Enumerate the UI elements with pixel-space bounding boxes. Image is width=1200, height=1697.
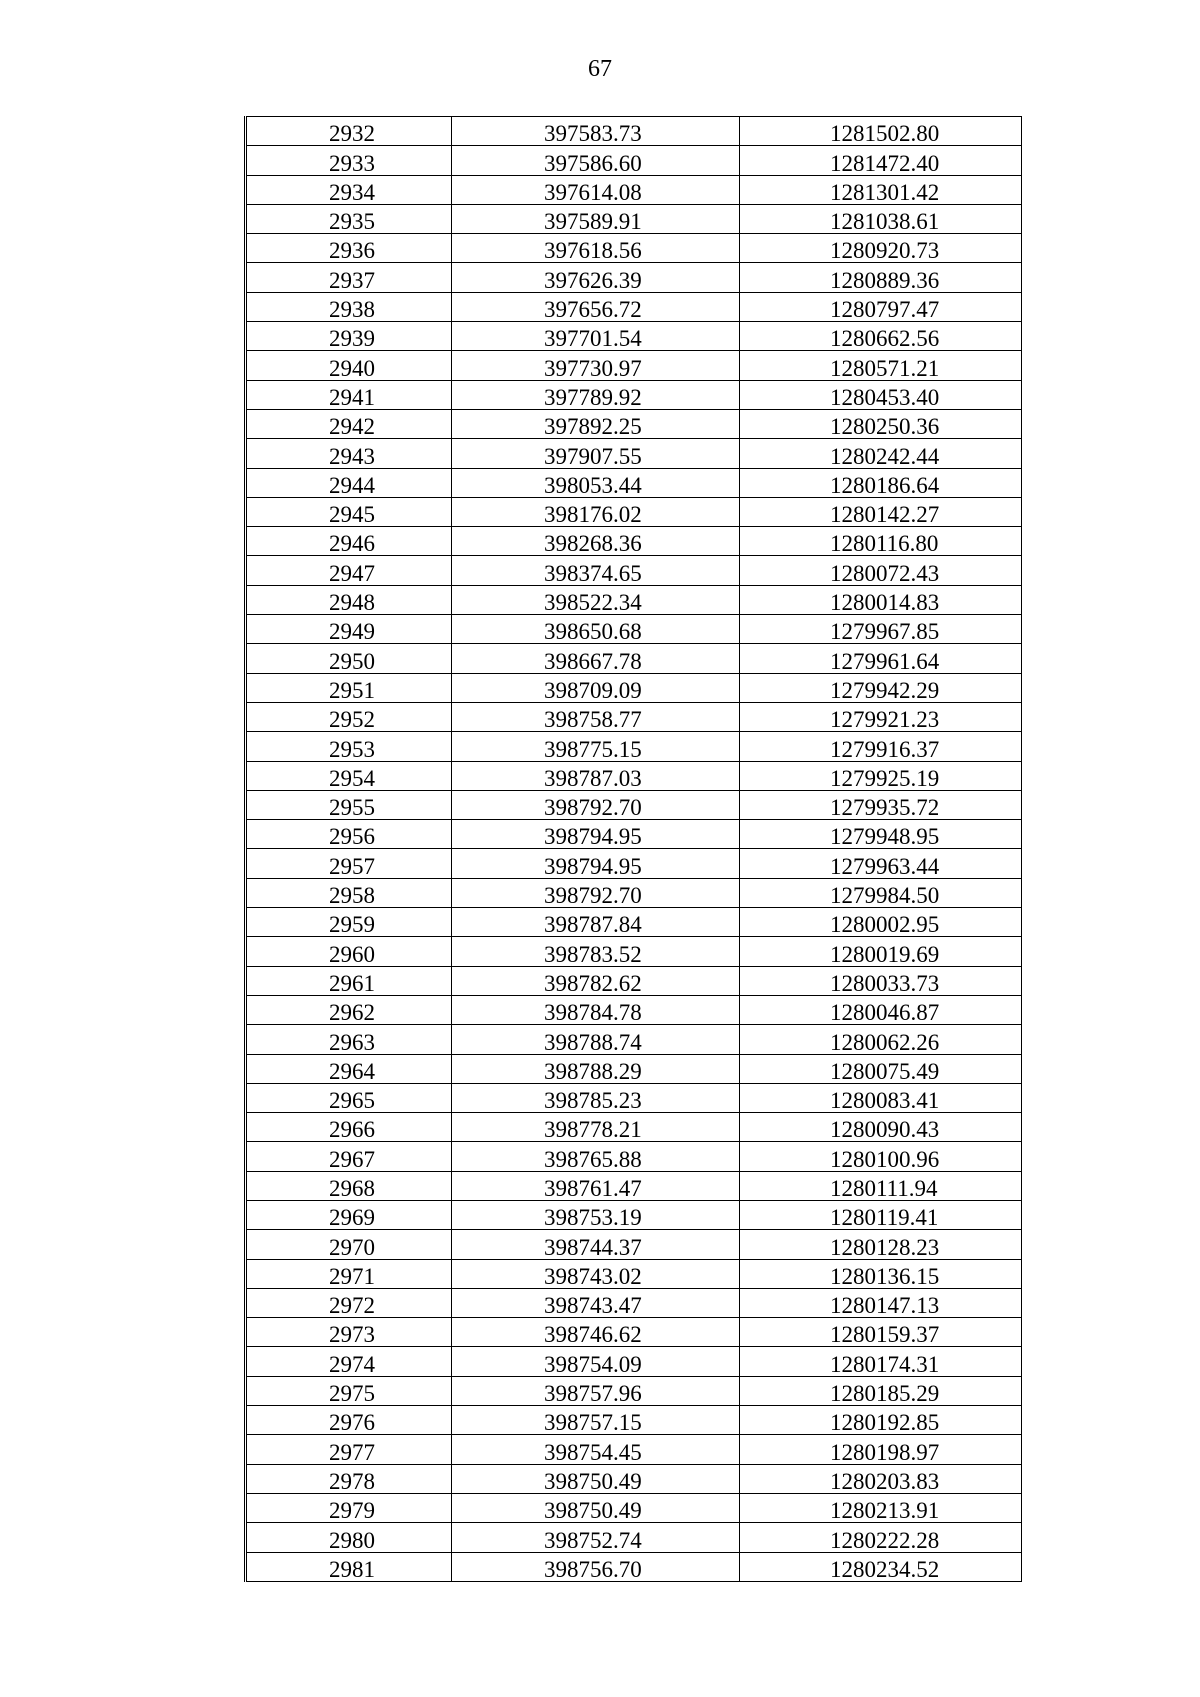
point-number-cell: 2970 (246, 1230, 452, 1259)
point-number-cell: 2948 (246, 585, 452, 614)
x-coordinate-cell: 398053.44 (452, 468, 740, 497)
table-row (246, 644, 1022, 673)
y-coordinate-cell: 1280203.83 (740, 1464, 1022, 1493)
y-coordinate-cell: 1279961.64 (740, 644, 1022, 673)
point-number-cell: 2932 (246, 117, 452, 146)
x-coordinate-cell: 398750.49 (452, 1493, 740, 1522)
point-number-cell: 2939 (246, 322, 452, 351)
table-row (246, 966, 1022, 995)
point-number-cell: 2953 (246, 732, 452, 761)
x-coordinate-cell: 398788.29 (452, 1054, 740, 1083)
y-coordinate-cell: 1280100.96 (740, 1142, 1022, 1171)
table-row (246, 1083, 1022, 1112)
table-row (246, 1288, 1022, 1317)
y-coordinate-cell: 1279967.85 (740, 615, 1022, 644)
x-coordinate-cell: 398709.09 (452, 673, 740, 702)
table-row (246, 1493, 1022, 1522)
table-row (246, 409, 1022, 438)
table-row (246, 263, 1022, 292)
table-row (246, 1054, 1022, 1083)
table-row (246, 1200, 1022, 1229)
x-coordinate-cell: 398794.95 (452, 849, 740, 878)
table-row (246, 937, 1022, 966)
point-number-cell: 2940 (246, 351, 452, 380)
y-coordinate-cell: 1280072.43 (740, 556, 1022, 585)
table-row (246, 1347, 1022, 1376)
x-coordinate-cell: 398783.52 (452, 937, 740, 966)
y-coordinate-cell: 1280213.91 (740, 1493, 1022, 1522)
y-coordinate-cell: 1280453.40 (740, 380, 1022, 409)
table-row (246, 849, 1022, 878)
y-coordinate-cell: 1281472.40 (740, 146, 1022, 175)
table-row (246, 527, 1022, 556)
x-coordinate-cell: 398788.74 (452, 1025, 740, 1054)
table-row (246, 1113, 1022, 1142)
point-number-cell: 2968 (246, 1171, 452, 1200)
table-row (246, 1552, 1022, 1581)
point-number-cell: 2947 (246, 556, 452, 585)
y-coordinate-cell: 1279948.95 (740, 820, 1022, 849)
table-row (246, 1406, 1022, 1435)
x-coordinate-cell: 398765.88 (452, 1142, 740, 1171)
point-number-cell: 2950 (246, 644, 452, 673)
x-coordinate-cell: 398778.21 (452, 1113, 740, 1142)
x-coordinate-cell: 398753.19 (452, 1200, 740, 1229)
y-coordinate-cell: 1280033.73 (740, 966, 1022, 995)
x-coordinate-cell: 398785.23 (452, 1083, 740, 1112)
point-number-cell: 2965 (246, 1083, 452, 1112)
y-coordinate-cell: 1279963.44 (740, 849, 1022, 878)
point-number-cell: 2959 (246, 908, 452, 937)
y-coordinate-cell: 1280198.97 (740, 1435, 1022, 1464)
x-coordinate-cell: 397583.73 (452, 117, 740, 146)
coordinate-table-body (246, 117, 1022, 1582)
y-coordinate-cell: 1279916.37 (740, 732, 1022, 761)
point-number-cell: 2941 (246, 380, 452, 409)
point-number-cell: 2962 (246, 995, 452, 1024)
x-coordinate-cell: 398752.74 (452, 1523, 740, 1552)
y-coordinate-cell: 1280111.94 (740, 1171, 1022, 1200)
table-row (246, 556, 1022, 585)
y-coordinate-cell: 1280128.23 (740, 1230, 1022, 1259)
table-row (246, 673, 1022, 702)
table-row (246, 585, 1022, 614)
x-coordinate-cell: 398176.02 (452, 497, 740, 526)
table-row (246, 1318, 1022, 1347)
point-number-cell: 2937 (246, 263, 452, 292)
point-number-cell: 2951 (246, 673, 452, 702)
x-coordinate-cell: 398792.70 (452, 878, 740, 907)
x-coordinate-cell: 398775.15 (452, 732, 740, 761)
table-row (246, 702, 1022, 731)
table-row (246, 292, 1022, 321)
y-coordinate-cell: 1280250.36 (740, 409, 1022, 438)
table-row (246, 1025, 1022, 1054)
y-coordinate-cell: 1280185.29 (740, 1376, 1022, 1405)
point-number-cell: 2952 (246, 702, 452, 731)
point-number-cell: 2955 (246, 790, 452, 819)
x-coordinate-cell: 397626.39 (452, 263, 740, 292)
table-row (246, 439, 1022, 468)
y-coordinate-cell: 1280014.83 (740, 585, 1022, 614)
point-number-cell: 2943 (246, 439, 452, 468)
y-coordinate-cell: 1281502.80 (740, 117, 1022, 146)
table-row (246, 468, 1022, 497)
table-row (246, 761, 1022, 790)
x-coordinate-cell: 397907.55 (452, 439, 740, 468)
point-number-cell: 2980 (246, 1523, 452, 1552)
table-row (246, 820, 1022, 849)
table-row (246, 790, 1022, 819)
point-number-cell: 2958 (246, 878, 452, 907)
y-coordinate-cell: 1280234.52 (740, 1552, 1022, 1581)
point-number-cell: 2938 (246, 292, 452, 321)
x-coordinate-cell: 397656.72 (452, 292, 740, 321)
y-coordinate-cell: 1279935.72 (740, 790, 1022, 819)
table-row (246, 175, 1022, 204)
table-row (246, 1435, 1022, 1464)
coordinate-table (244, 116, 1022, 1582)
x-coordinate-cell: 398756.70 (452, 1552, 740, 1581)
y-coordinate-cell: 1280046.87 (740, 995, 1022, 1024)
point-number-cell: 2964 (246, 1054, 452, 1083)
x-coordinate-cell: 398754.45 (452, 1435, 740, 1464)
y-coordinate-cell: 1280075.49 (740, 1054, 1022, 1083)
point-number-cell: 2973 (246, 1318, 452, 1347)
point-number-cell: 2967 (246, 1142, 452, 1171)
point-number-cell: 2934 (246, 175, 452, 204)
table-row (246, 322, 1022, 351)
point-number-cell: 2978 (246, 1464, 452, 1493)
table-row (246, 1259, 1022, 1288)
y-coordinate-cell: 1280062.26 (740, 1025, 1022, 1054)
point-number-cell: 2975 (246, 1376, 452, 1405)
point-number-cell: 2946 (246, 527, 452, 556)
x-coordinate-cell: 398761.47 (452, 1171, 740, 1200)
table-row (246, 732, 1022, 761)
point-number-cell: 2936 (246, 234, 452, 263)
x-coordinate-cell: 397586.60 (452, 146, 740, 175)
y-coordinate-cell: 1280159.37 (740, 1318, 1022, 1347)
y-coordinate-cell: 1280192.85 (740, 1406, 1022, 1435)
table-row (246, 351, 1022, 380)
point-number-cell: 2954 (246, 761, 452, 790)
y-coordinate-cell: 1280174.31 (740, 1347, 1022, 1376)
x-coordinate-cell: 398743.02 (452, 1259, 740, 1288)
y-coordinate-cell: 1280136.15 (740, 1259, 1022, 1288)
x-coordinate-cell: 398374.65 (452, 556, 740, 585)
x-coordinate-cell: 398268.36 (452, 527, 740, 556)
y-coordinate-cell: 1281038.61 (740, 204, 1022, 233)
table-row (246, 878, 1022, 907)
y-coordinate-cell: 1280797.47 (740, 292, 1022, 321)
y-coordinate-cell: 1280116.80 (740, 527, 1022, 556)
table-row (246, 908, 1022, 937)
x-coordinate-cell: 398750.49 (452, 1464, 740, 1493)
point-number-cell: 2969 (246, 1200, 452, 1229)
y-coordinate-cell: 1280147.13 (740, 1288, 1022, 1317)
x-coordinate-cell: 398794.95 (452, 820, 740, 849)
y-coordinate-cell: 1280242.44 (740, 439, 1022, 468)
point-number-cell: 2976 (246, 1406, 452, 1435)
y-coordinate-cell: 1280571.21 (740, 351, 1022, 380)
table-row (246, 1523, 1022, 1552)
y-coordinate-cell: 1280889.36 (740, 263, 1022, 292)
table-row (246, 146, 1022, 175)
table-row (246, 380, 1022, 409)
x-coordinate-cell: 398787.03 (452, 761, 740, 790)
x-coordinate-cell: 398757.96 (452, 1376, 740, 1405)
x-coordinate-cell: 398743.47 (452, 1288, 740, 1317)
y-coordinate-cell: 1280142.27 (740, 497, 1022, 526)
y-coordinate-cell: 1279942.29 (740, 673, 1022, 702)
table-row (246, 497, 1022, 526)
point-number-cell: 2935 (246, 204, 452, 233)
point-number-cell: 2949 (246, 615, 452, 644)
x-coordinate-cell: 398650.68 (452, 615, 740, 644)
table-row (246, 117, 1022, 146)
table-row (246, 234, 1022, 263)
y-coordinate-cell: 1280083.41 (740, 1083, 1022, 1112)
point-number-cell: 2981 (246, 1552, 452, 1581)
point-number-cell: 2957 (246, 849, 452, 878)
point-number-cell: 2942 (246, 409, 452, 438)
y-coordinate-cell: 1280186.64 (740, 468, 1022, 497)
x-coordinate-cell: 398667.78 (452, 644, 740, 673)
x-coordinate-cell: 397618.56 (452, 234, 740, 263)
point-number-cell: 2961 (246, 966, 452, 995)
y-coordinate-cell: 1280002.95 (740, 908, 1022, 937)
point-number-cell: 2960 (246, 937, 452, 966)
point-number-cell: 2971 (246, 1259, 452, 1288)
x-coordinate-cell: 398758.77 (452, 702, 740, 731)
x-coordinate-cell: 397789.92 (452, 380, 740, 409)
x-coordinate-cell: 397892.25 (452, 409, 740, 438)
x-coordinate-cell: 398746.62 (452, 1318, 740, 1347)
table-row (246, 1142, 1022, 1171)
y-coordinate-cell: 1279984.50 (740, 878, 1022, 907)
table-row (246, 204, 1022, 233)
x-coordinate-cell: 398784.78 (452, 995, 740, 1024)
point-number-cell: 2972 (246, 1288, 452, 1317)
y-coordinate-cell: 1279925.19 (740, 761, 1022, 790)
x-coordinate-cell: 398757.15 (452, 1406, 740, 1435)
y-coordinate-cell: 1280920.73 (740, 234, 1022, 263)
table-row (246, 1230, 1022, 1259)
x-coordinate-cell: 398754.09 (452, 1347, 740, 1376)
point-number-cell: 2945 (246, 497, 452, 526)
table-row (246, 615, 1022, 644)
y-coordinate-cell: 1280019.69 (740, 937, 1022, 966)
table-row (246, 1464, 1022, 1493)
x-coordinate-cell: 397589.91 (452, 204, 740, 233)
x-coordinate-cell: 398744.37 (452, 1230, 740, 1259)
x-coordinate-cell: 398792.70 (452, 790, 740, 819)
point-number-cell: 2963 (246, 1025, 452, 1054)
x-coordinate-cell: 398522.34 (452, 585, 740, 614)
y-coordinate-cell: 1281301.42 (740, 175, 1022, 204)
y-coordinate-cell: 1280222.28 (740, 1523, 1022, 1552)
table-row (246, 1171, 1022, 1200)
x-coordinate-cell: 398787.84 (452, 908, 740, 937)
y-coordinate-cell: 1280662.56 (740, 322, 1022, 351)
x-coordinate-cell: 397730.97 (452, 351, 740, 380)
y-coordinate-cell: 1280090.43 (740, 1113, 1022, 1142)
table-row (246, 1376, 1022, 1405)
y-coordinate-cell: 1279921.23 (740, 702, 1022, 731)
x-coordinate-cell: 398782.62 (452, 966, 740, 995)
x-coordinate-cell: 397701.54 (452, 322, 740, 351)
y-coordinate-cell: 1280119.41 (740, 1200, 1022, 1229)
x-coordinate-cell: 397614.08 (452, 175, 740, 204)
point-number-cell: 2966 (246, 1113, 452, 1142)
point-number-cell: 2977 (246, 1435, 452, 1464)
point-number-cell: 2974 (246, 1347, 452, 1376)
page-number: 67 (588, 56, 612, 82)
point-number-cell: 2979 (246, 1493, 452, 1522)
point-number-cell: 2933 (246, 146, 452, 175)
point-number-cell: 2956 (246, 820, 452, 849)
point-number-cell: 2944 (246, 468, 452, 497)
table-row (246, 995, 1022, 1024)
